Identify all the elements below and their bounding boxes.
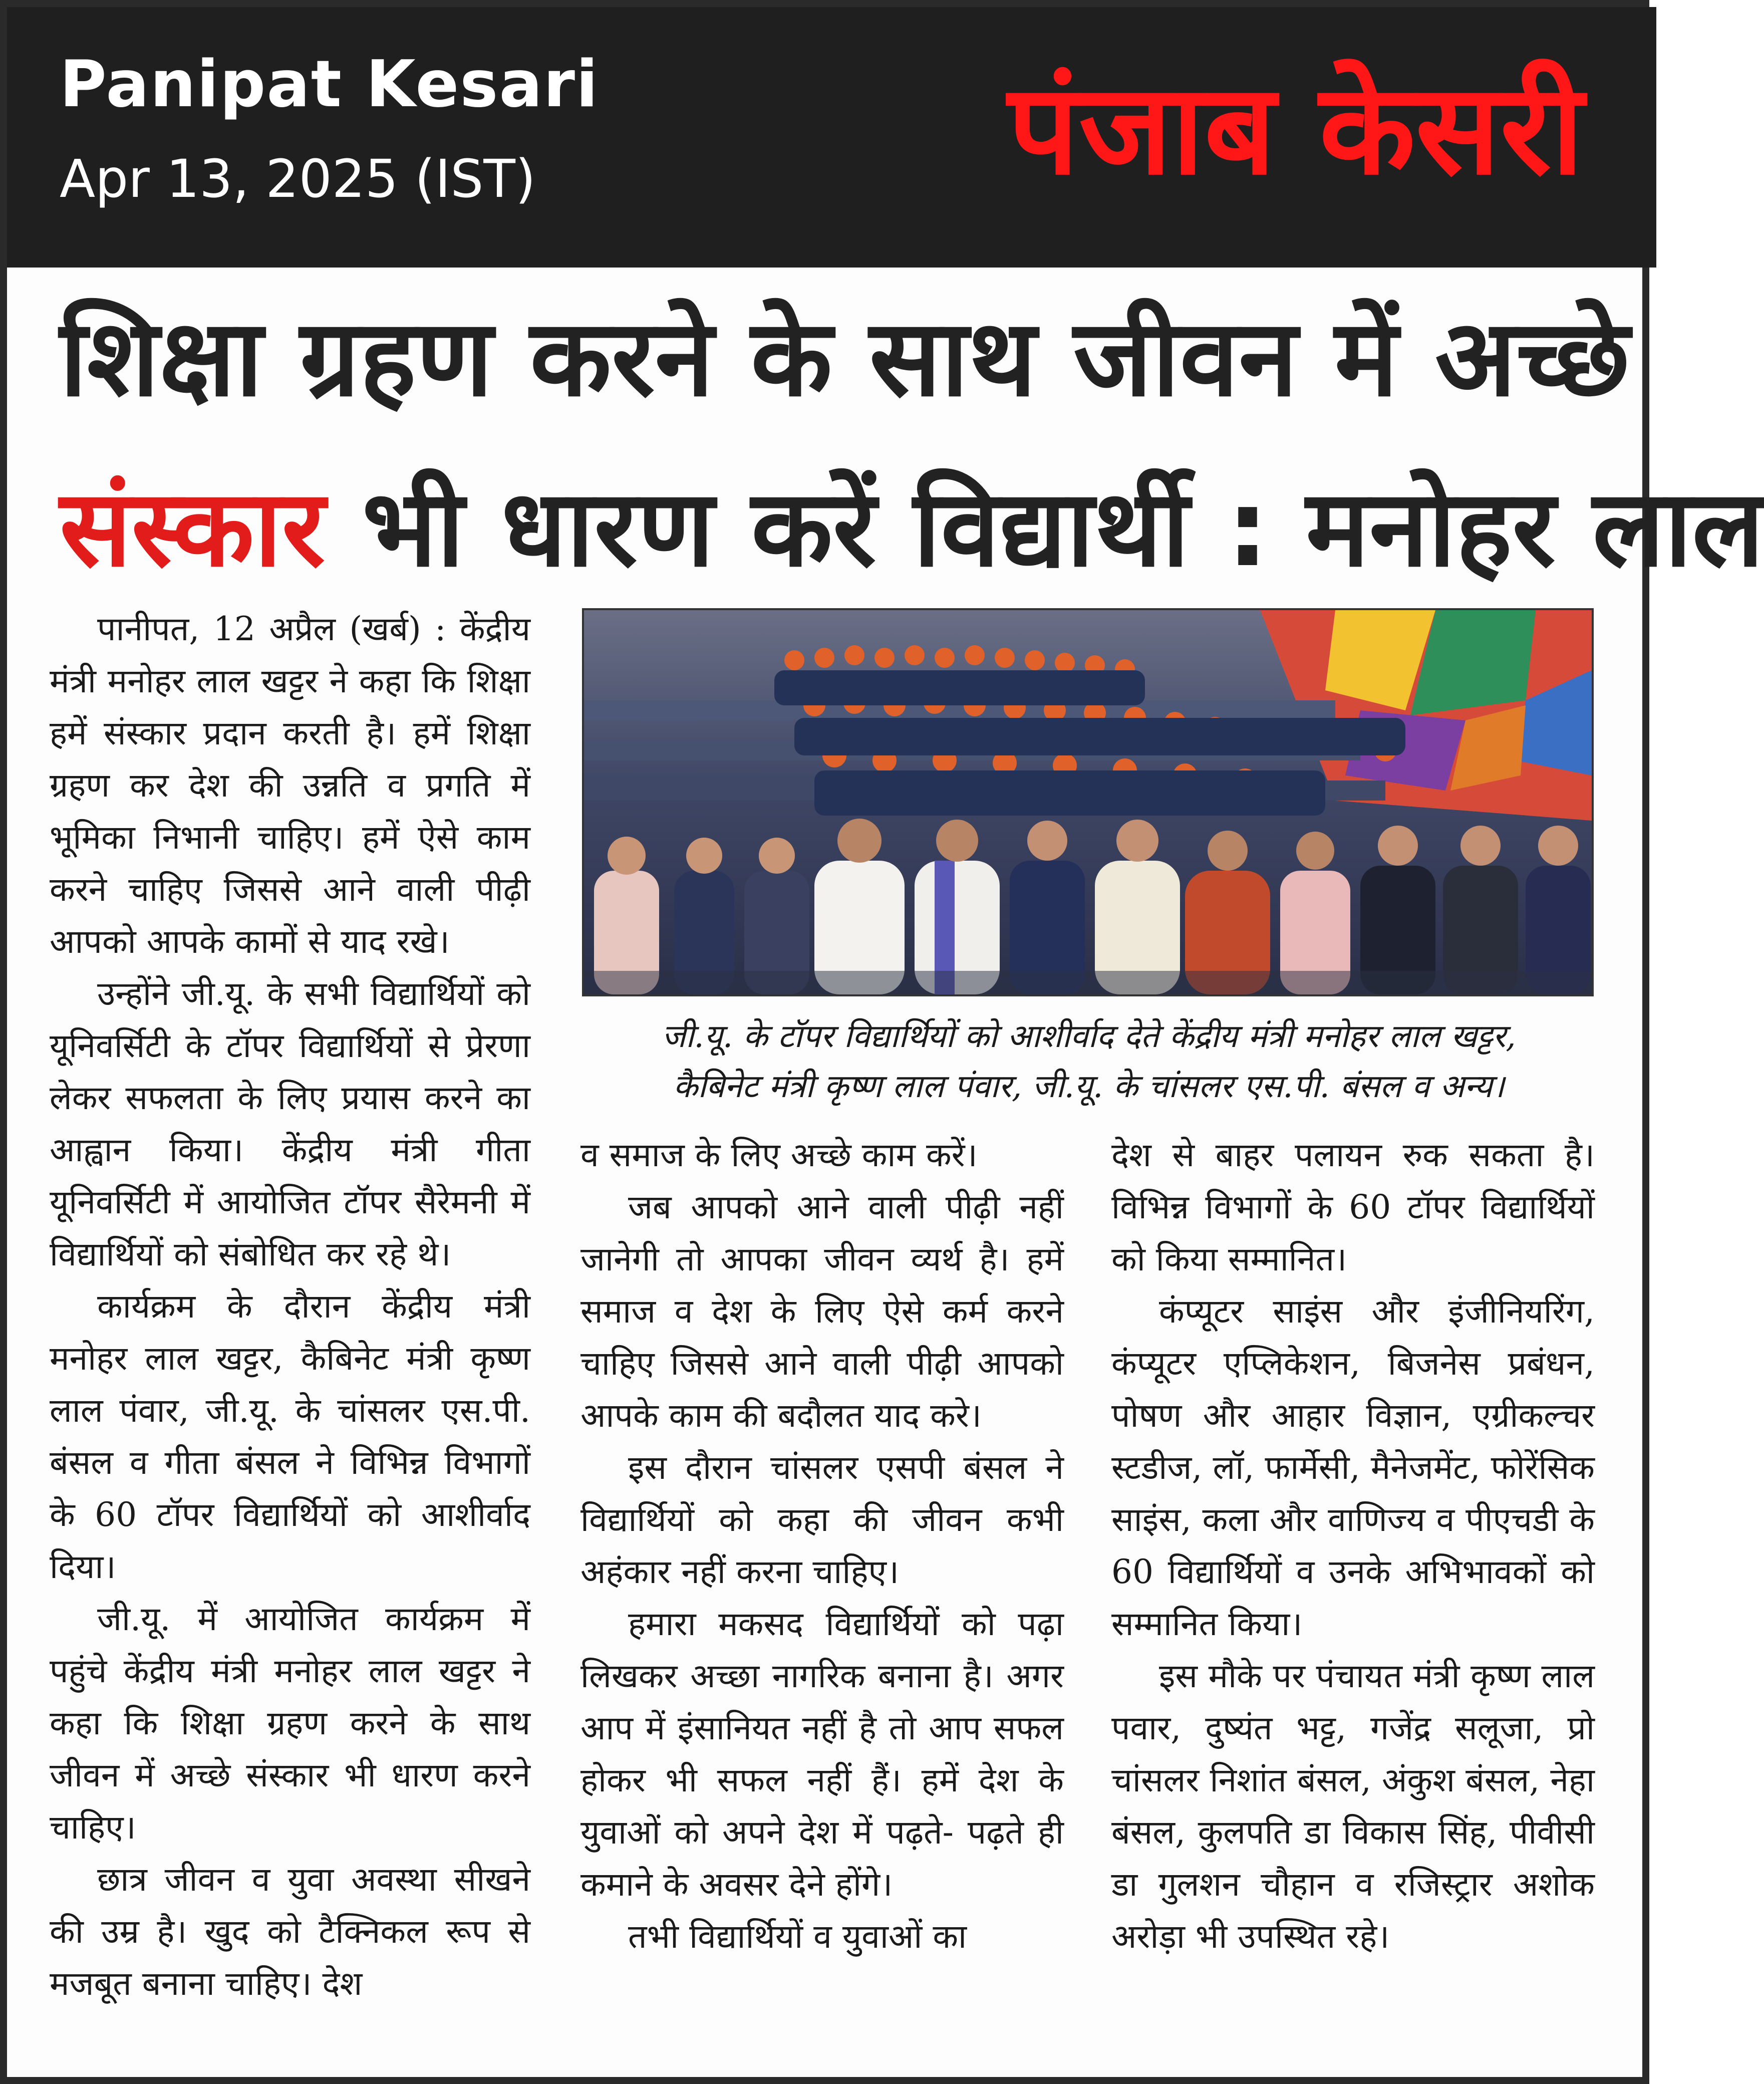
article-paragraph: कार्यक्रम के दौरान केंद्रीय मंत्री मनोहर लाल खट्टर, कैबिनेट मंत्री कृष्ण लाल पंवार, जी.यू. के चांसलर एस.पी. बंसल व गीता बंसल ने विभिन्न विभागों के 60 टॉपर विद्यार्थियों को आशीर्वाद दिया। xyxy=(50,1287,530,1586)
article-column-1 xyxy=(50,603,530,2010)
newspaper-masthead-logo: पंजाब केसरी xyxy=(1007,57,1584,202)
headline-line-1: शिक्षा ग्रहण करने के साथ जीवन में अच्छे xyxy=(60,296,1630,420)
article-paragraph: कंप्यूटर साइंस और इंजीनियरिंग, कंप्यूटर एप्लिकेशन, बिजनेस प्रबंधन, पोषण और आहार विज्ञान, एग्रीकल्चर स्टडीज, लॉ, फार्मेसी, मैनेजमेंट, फोरेंसिक साइंस, कला और वाणिज्य व पीएचडी के 60 विद्यार्थियों व उनके अभिभावकों को सम्मानित किया। xyxy=(1111,1292,1595,1643)
article-paragraph: जी.यू. में आयोजित कार्यक्रम में पहुंचे केंद्रीय मंत्री मनोहर लाल खट्टर ने कहा कि शिक्षा ग्रहण करने के साथ जीवन में अच्छे संस्कार भी धारण करने चाहिए। xyxy=(50,1600,530,1847)
article-paragraph: हमारा मकसद विद्यार्थियों को पढ़ा लिखकर अच्छा नागरिक बनाना है। अगर आप में इंसानियत नहीं है तो आप सफल होकर भी सफल नहीं हैं। हमें देश के युवाओं को अपने देश में पढ़ते- पढ़ते ही कमाने के अवसर देने होंगे। xyxy=(580,1605,1064,1904)
article-paragraph: व समाज के लिए अच्छे काम करें। xyxy=(580,1136,978,1174)
headline-line-2-rest: भी धारण करें विद्यार्थी : मनोहर लाल xyxy=(325,466,1764,590)
headline-accent-word: संस्कार xyxy=(60,466,326,590)
article-paragraph: छात्र जीवन व युवा अवस्था सीखने की उम्र है। खुद को टैक्निकल रूप से मजबूत बनाना चाहिए। देश xyxy=(50,1860,530,2003)
article-paragraph: इस दौरान चांसलर एसपी बंसल ने विद्यार्थियों को कहा की जीवन कभी अहंकार नहीं करना चाहिए। xyxy=(580,1448,1064,1591)
article-paragraph: देश से बाहर पलायन रुक सकता है। विभिन्न विभागों के 60 टॉपर विद्यार्थियों को किया सम्मानित। xyxy=(1111,1136,1595,1278)
header-band xyxy=(7,7,1656,268)
photo-caption xyxy=(583,1011,1595,1112)
group-photo-image xyxy=(584,610,1592,994)
article-paragraph: तभी विद्यार्थियों व युवाओं का xyxy=(628,1917,967,1956)
edition-name: Panipat Kesari xyxy=(60,47,599,122)
publication-date: Apr 13, 2025 (IST) xyxy=(60,148,536,209)
article-column-2 xyxy=(580,1129,1064,1963)
event-photo xyxy=(582,608,1594,996)
article-paragraph: जब आपको आने वाली पीढ़ी नहीं जानेगी तो आपका जीवन व्यर्थ है। हमें समाज व देश के लिए ऐसे कर्म करने चाहिए जिससे आने वाली पीढ़ी आपको आपके काम की बदौलत याद करे। xyxy=(580,1188,1064,1435)
article-paragraph: उन्होंने जी.यू. के सभी विद्यार्थियों को यूनिवर्सिटी के टॉपर विद्यार्थियों से प्रेरणा लेकर सफलता के लिए प्रयास करने का आह्वान किया। केंद्रीय मंत्री गीता यूनिवर्सिटी में आयोजित टॉपर सैरेमनी में विद्यार्थियों को संबोधित कर रहे थे। xyxy=(50,974,530,1273)
headline-line-2 xyxy=(60,466,1764,590)
article-paragraph: पानीपत, 12 अप्रैल (खर्ब) : केंद्रीय मंत्री मनोहर लाल खट्टर ने कहा कि शिक्षा हमें संस्कार प्रदान करती है। हमें शिक्षा ग्रहण कर देश की उन्नति व प्रगति में भूमिका निभानी चाहिए। हमें ऐसे काम करने चाहिए जिससे आने वाली पीढ़ी आपको आपके कामों से याद रखे। xyxy=(50,610,531,961)
photo-caption-line-1: जी.यू. के टॉपर विद्यार्थियों को आशीर्वाद देते केंद्रीय मंत्री मनोहर लाल खट्टर, xyxy=(662,1018,1516,1055)
article-paragraph: इस मौके पर पंचायत मंत्री कृष्ण लाल पवार, दुष्यंत भट्ट, गजेंद्र सलूजा, प्रो चांसलर निशांत बंसल, अंकुश बंसल, नेहा बंसल, कुलपति डा विकास सिंह, पीवीसी डा गुलशन चौहान व रजिस्ट्रार अशोक अरोड़ा भी उपस्थित रहे। xyxy=(1111,1657,1595,1956)
article-column-3 xyxy=(1111,1129,1595,1963)
photo-caption-line-2: कैबिनेट मंत्री कृष्ण लाल पंवार, जी.यू. के चांसलर एस.पी. बंसल व अन्य। xyxy=(673,1068,1505,1105)
